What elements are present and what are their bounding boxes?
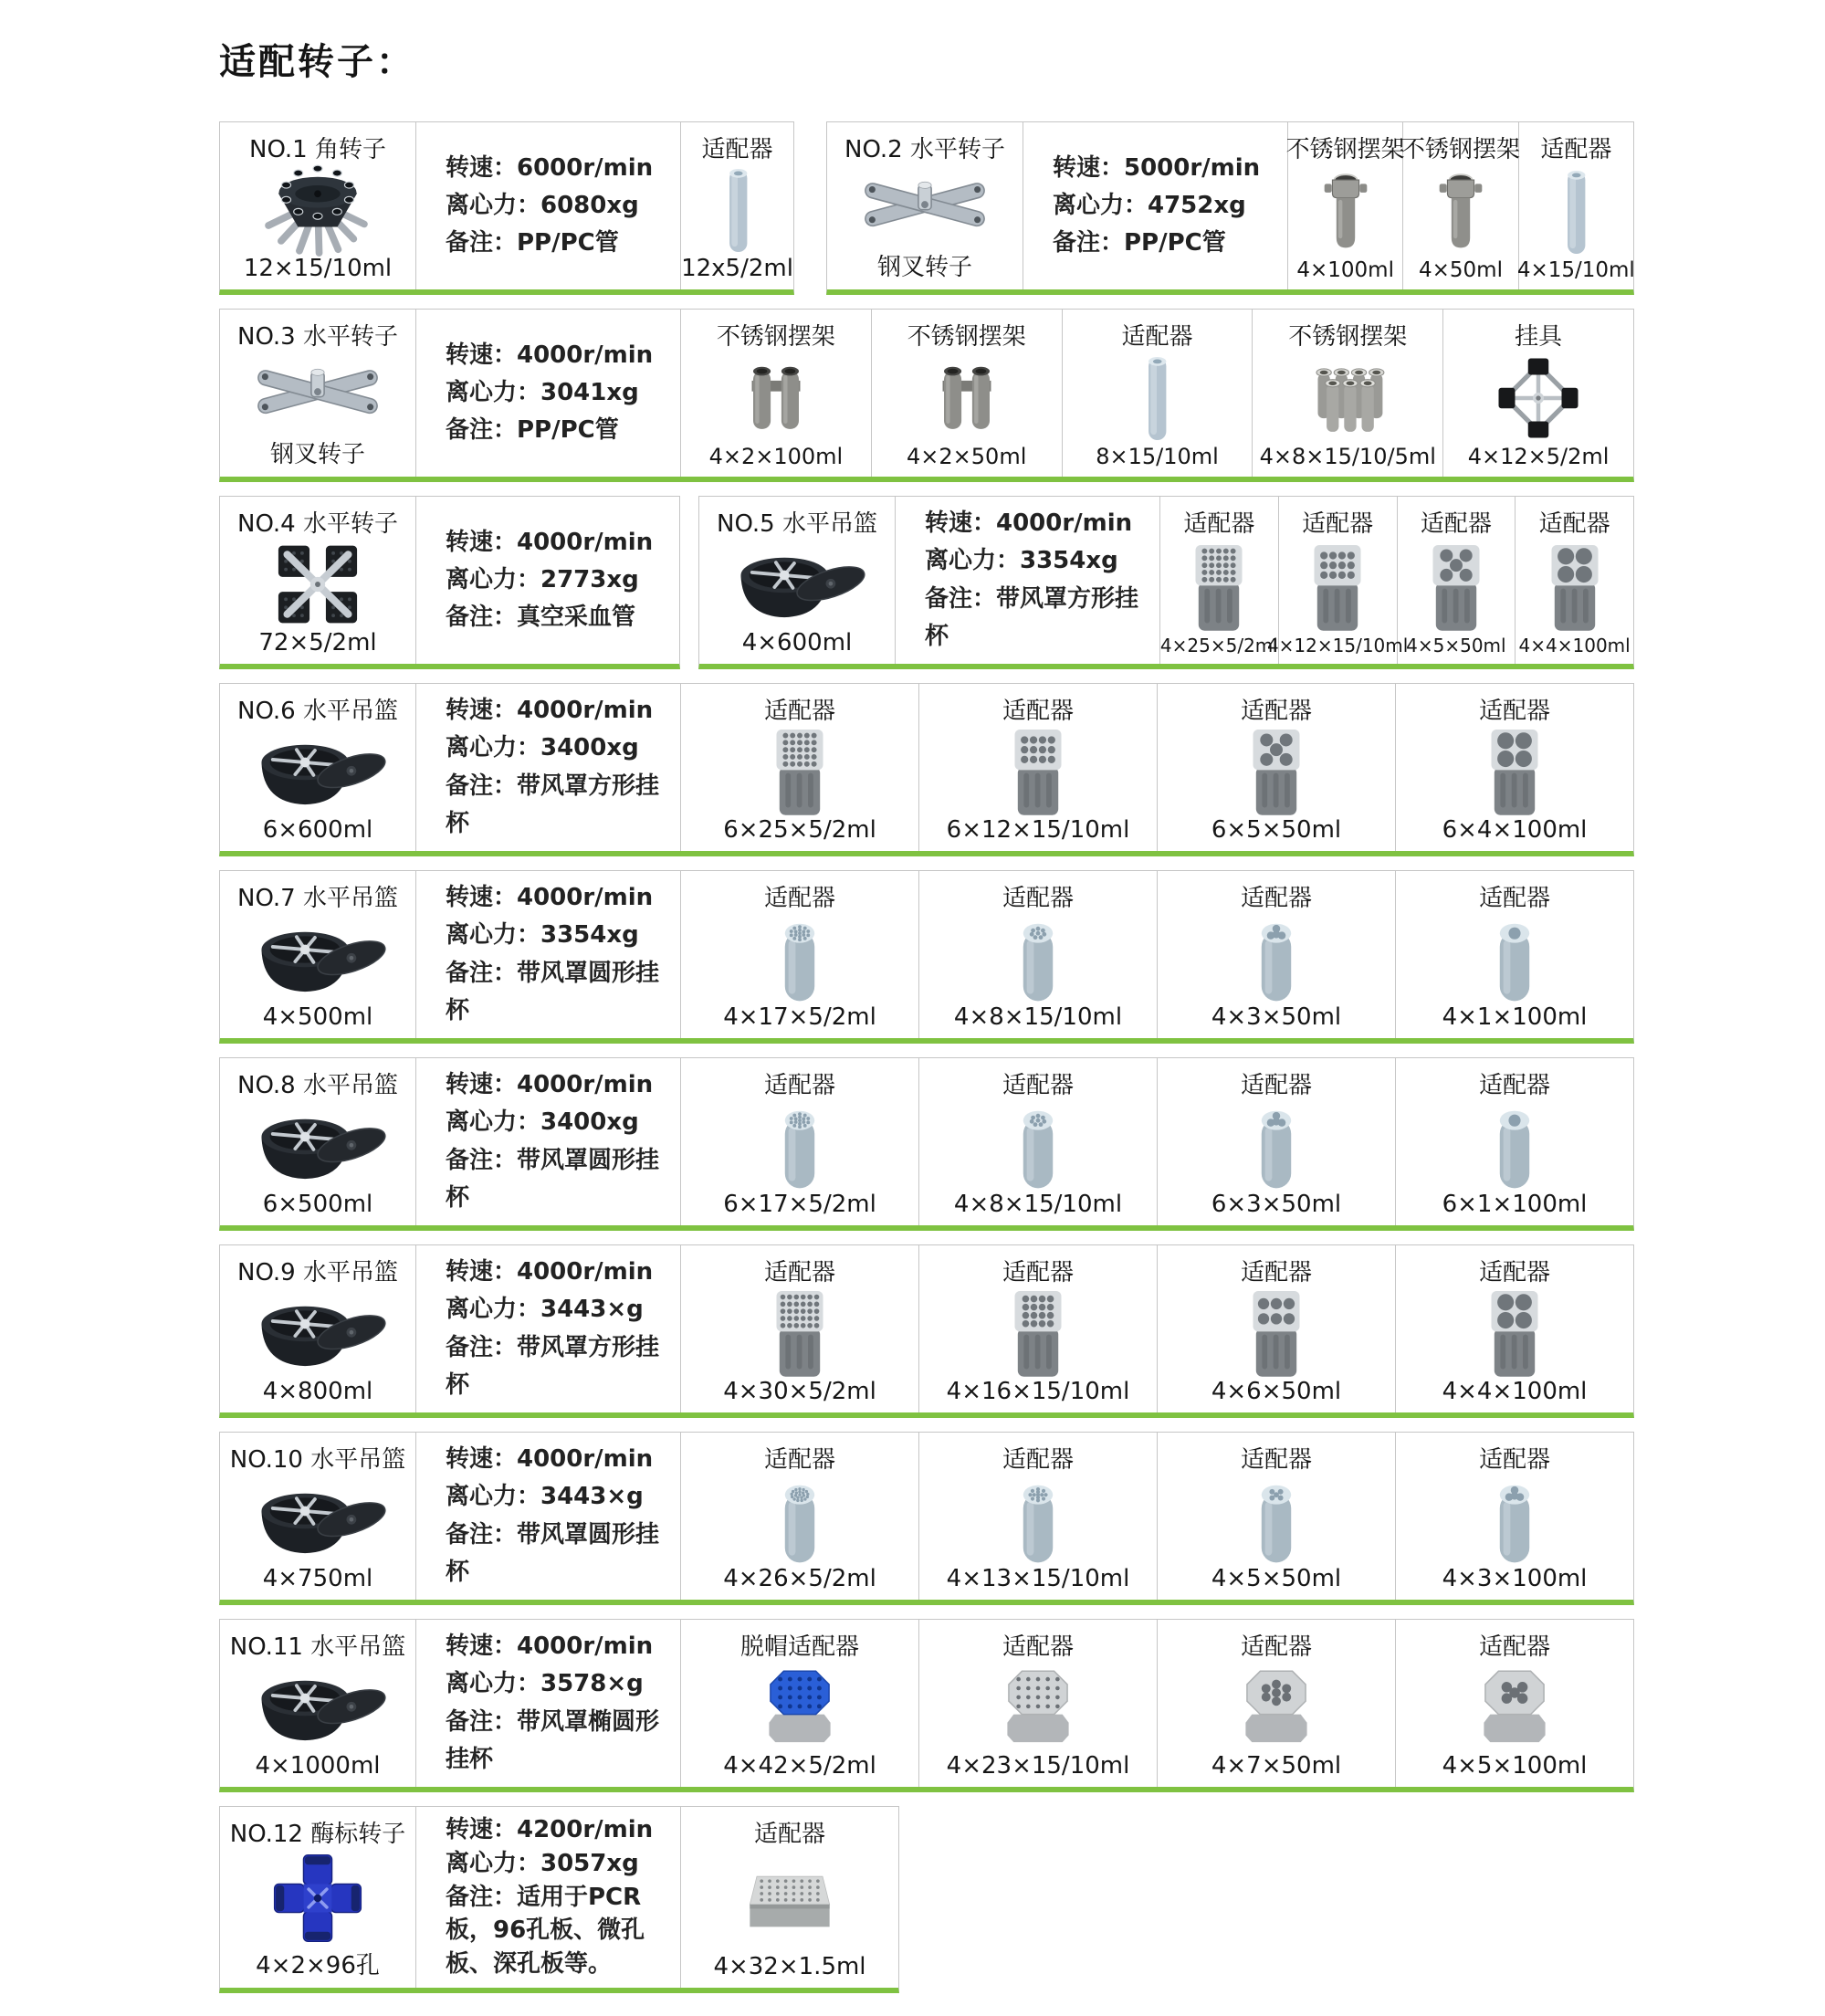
spec-line: 转速：4000r/min (446, 1633, 654, 1661)
adapter-caption: 6×25×5/2ml (723, 816, 876, 844)
spec-line: 离心力：3443×g (446, 1483, 644, 1511)
rotor-row (219, 496, 1680, 669)
cyl-3-adapter-icon (1158, 913, 1395, 1003)
tube-adapter-icon (681, 164, 793, 255)
bucket-rotor-icon (220, 1287, 415, 1378)
hex-5-adapter-icon (1396, 1662, 1633, 1752)
adapter-caption: 4×12×15/10ml (1266, 635, 1409, 656)
adapter-header: 适配器 (763, 885, 835, 912)
cyl-5-adapter-icon (1158, 1475, 1395, 1565)
hex-blue-adapter-icon (681, 1662, 918, 1752)
page (219, 33, 1680, 2007)
spec-line: 转速：5000r/min (1053, 153, 1261, 182)
block-4-adapter-icon (1396, 1287, 1633, 1378)
spec-line: 备注：带风罩方形挂杯 (925, 584, 1139, 650)
adapter-caption: 4×42×5/2ml (723, 1752, 876, 1780)
adapter-caption: 4×5×50ml (1406, 635, 1506, 656)
rotor-caption: 钢叉转子 (876, 254, 972, 281)
rotor-caption: 6×600ml (262, 816, 373, 844)
spec-line: 转速：4000r/min (446, 1445, 654, 1474)
adapter-caption: 4×100ml (1296, 258, 1394, 282)
adapter-caption: 6×17×5/2ml (723, 1191, 876, 1218)
adapter-header: 适配器 (1302, 510, 1374, 538)
adapter-cell (1516, 497, 1633, 664)
adapter-header: 适配器 (1538, 510, 1610, 538)
rotor-title: NO.1 角转子 (249, 136, 386, 163)
adapter-caption: 8×15/10ml (1096, 444, 1219, 469)
adapter-cell (681, 310, 872, 477)
rotor-cell (220, 122, 416, 289)
adapter-cell (1158, 871, 1396, 1038)
adapter-caption: 4×16×15/10ml (946, 1378, 1130, 1405)
adapter-header: 适配器 (1240, 1259, 1312, 1286)
cyl-17-adapter-icon (681, 913, 918, 1003)
spec-line: 备注：带风罩圆形挂杯 (446, 959, 660, 1024)
rotor-caption: 6×500ml (262, 1191, 373, 1218)
spec-line: 备注：带风罩椭圆形挂杯 (446, 1707, 660, 1773)
adapter-caption: 6×4×100ml (1442, 816, 1588, 844)
vacuum-rotor-icon (220, 539, 415, 629)
rotor-row (219, 1057, 1680, 1231)
steel-double-adapter-icon (872, 352, 1062, 444)
adapter-header: 适配器 (763, 1446, 835, 1474)
adapter-header: 适配器 (1183, 510, 1255, 538)
block-6-adapter-icon (1158, 1287, 1395, 1378)
adapter-cell (1158, 684, 1396, 851)
adapter-header: 适配器 (1240, 1072, 1312, 1099)
bucket-rotor-icon (220, 1100, 415, 1191)
rotor-row (219, 1619, 1680, 1792)
rotor-title: NO.11 水平吊篮 (229, 1633, 406, 1661)
rotor-caption: 4×800ml (262, 1378, 373, 1405)
rotor-cell (220, 1245, 416, 1412)
rotor-caption: 72×5/2ml (258, 629, 377, 656)
adapter-caption: 4×7×50ml (1211, 1752, 1342, 1780)
adapter-cell (919, 871, 1158, 1038)
rotor-block (219, 1806, 899, 1993)
block-5-adapter-icon (1158, 726, 1395, 816)
rotor-title: NO.8 水平吊篮 (237, 1072, 398, 1099)
adapter-cell (872, 310, 1063, 477)
rotor-title: NO.10 水平吊篮 (229, 1446, 406, 1474)
adapter-header: 适配器 (1420, 510, 1492, 538)
adapter-header: 适配器 (1240, 1633, 1312, 1661)
block-5-adapter-icon (1398, 539, 1516, 635)
adapter-header: 适配器 (1478, 1446, 1550, 1474)
specs-cell (416, 497, 681, 664)
spec-line: 转速：6000r/min (446, 153, 654, 182)
rotor-table (219, 121, 1680, 1993)
rotor-block (219, 1057, 1634, 1231)
specs-cell (416, 684, 681, 851)
adapter-cell (1443, 310, 1633, 477)
adapter-header: 适配器 (1540, 136, 1612, 163)
rotor-block (219, 870, 1634, 1044)
cyl-3-adapter-icon (1396, 1475, 1633, 1565)
spec-line: 离心力：3354xg (446, 921, 639, 950)
adapter-cell (1063, 310, 1253, 477)
rotor-block (219, 1432, 1634, 1605)
adapter-header: 不锈钢摆架 (1285, 136, 1405, 163)
spec-line: 备注：PP/PC管 (446, 416, 619, 445)
rotor-block (219, 121, 794, 295)
specs-cell (416, 122, 681, 289)
rotor-title: NO.7 水平吊篮 (237, 885, 398, 912)
block-12-adapter-icon (919, 726, 1157, 816)
adapter-cell (1396, 684, 1633, 851)
rotor-caption: 12×15/10ml (243, 255, 393, 282)
adapter-caption: 6×3×50ml (1211, 1191, 1342, 1218)
adapter-header: 不锈钢摆架 (907, 323, 1026, 351)
rotor-cell (827, 122, 1023, 289)
block-16-adapter-icon (919, 1287, 1157, 1378)
adapter-header: 挂具 (1515, 323, 1563, 351)
cyl-1-adapter-icon (1396, 1100, 1633, 1191)
adapter-header: 适配器 (763, 698, 835, 725)
adapter-cell (1266, 497, 1409, 664)
adapter-header: 不锈钢摆架 (716, 323, 835, 351)
adapter-header: 适配器 (1478, 698, 1550, 725)
adapter-caption: 4×12×5/2ml (1467, 444, 1610, 469)
specs-cell (1023, 122, 1288, 289)
adapter-header: 适配器 (1240, 885, 1312, 912)
rotor-row (219, 1432, 1680, 1605)
steel-swing-rotor-icon (220, 352, 415, 436)
adapter-header: 适配器 (1478, 885, 1550, 912)
adapter-caption: 6×12×15/10ml (946, 816, 1130, 844)
adapter-caption: 4×13×15/10ml (946, 1565, 1130, 1592)
bucket-rotor-icon (220, 1475, 415, 1565)
rotor-block (826, 121, 1634, 295)
spec-line: 离心力：6080xg (446, 191, 639, 219)
spec-line: 离心力：4752xg (1053, 191, 1246, 219)
angle-rotor-icon (220, 164, 415, 255)
rotor-cell (220, 1058, 416, 1225)
spec-line: 转速：4200r/min (446, 1815, 654, 1843)
adapter-header: 适配器 (1002, 885, 1074, 912)
spec-line: 离心力：3443×g (446, 1296, 644, 1324)
tube-adapter-icon (1519, 164, 1633, 258)
rotor-block (219, 309, 1634, 482)
adapter-header: 脱帽适配器 (739, 1633, 859, 1661)
adapter-cell (1253, 310, 1443, 477)
rotor-title: NO.12 酶标转子 (229, 1821, 406, 1848)
spec-line: 备注：PP/PC管 (1053, 229, 1226, 257)
adapter-caption: 4×4×100ml (1442, 1378, 1588, 1405)
rotor-cell (220, 1433, 416, 1600)
adapter-cell (681, 1620, 919, 1787)
adapter-header: 适配器 (701, 136, 773, 163)
steel-swing-rotor-icon (827, 164, 1023, 248)
spec-line: 备注：带风罩方形挂杯 (446, 772, 660, 837)
adapter-caption: 12x5/2ml (681, 255, 793, 282)
spec-line: 备注：带风罩圆形挂杯 (446, 1520, 660, 1586)
adapter-cell (681, 1433, 919, 1600)
rotor-caption: 4×2×96孔 (256, 1952, 380, 1979)
rotor-caption: 4×500ml (262, 1003, 373, 1031)
spec-line: 备注：带风罩方形挂杯 (446, 1333, 660, 1399)
block-25-adapter-icon (1160, 539, 1278, 635)
adapter-cell (1516, 122, 1635, 289)
adapter-cell (681, 1058, 919, 1225)
adapter-caption: 6×1×100ml (1442, 1191, 1588, 1218)
rotor-cell (220, 684, 416, 851)
specs-cell (416, 1058, 681, 1225)
rotor-row (219, 870, 1680, 1044)
rotor-block (219, 496, 680, 669)
adapter-cell (1400, 122, 1520, 289)
tube-adapter-icon (1063, 352, 1253, 444)
specs-cell (416, 1433, 681, 1600)
rotor-block (219, 683, 1634, 856)
adapter-header: 适配器 (1002, 1072, 1074, 1099)
rotor-block (219, 1244, 1634, 1418)
specs-cell (416, 871, 681, 1038)
spec-line: 离心力：3354xg (925, 547, 1118, 575)
hanger-adapter-icon (1443, 352, 1633, 444)
cyl-1-adapter-icon (1396, 913, 1633, 1003)
adapter-caption: 4×23×15/10ml (946, 1752, 1130, 1780)
bucket-rotor-icon (220, 913, 415, 1003)
rotor-cell (699, 497, 896, 664)
adapter-cell (1158, 1433, 1396, 1600)
page-title: 适配转子： (219, 41, 415, 83)
adapter-cell (919, 1433, 1158, 1600)
specs-cell (416, 1245, 681, 1412)
adapter-cell (681, 1245, 919, 1412)
block-4-adapter-icon (1516, 539, 1633, 635)
steel-bucket-adapter-icon (1403, 164, 1517, 258)
adapter-header: 适配器 (763, 1072, 835, 1099)
spec-line: 离心力：3578×g (446, 1670, 644, 1698)
spec-line: 转速：4000r/min (925, 509, 1133, 538)
bucket-rotor-icon (699, 539, 895, 629)
adapter-cell (919, 1620, 1158, 1787)
adapter-header: 适配器 (1002, 1446, 1074, 1474)
adapter-header: 适配器 (1478, 1633, 1550, 1661)
spec-line: 离心力：3041xg (446, 378, 639, 406)
adapter-cell (1396, 1245, 1633, 1412)
adapter-caption: 4×1×100ml (1442, 1003, 1588, 1031)
cyl-8-adapter-icon (919, 1100, 1157, 1191)
rotor-row (219, 309, 1680, 482)
adapter-caption: 4×26×5/2ml (723, 1565, 876, 1592)
plate-32-adapter-icon (681, 1849, 898, 1953)
adapter-caption: 4×17×5/2ml (723, 1003, 876, 1031)
rotor-block (219, 1619, 1634, 1792)
steel-bucket-adapter-icon (1288, 164, 1402, 258)
cyl-13-adapter-icon (919, 1475, 1157, 1565)
cyl-17-adapter-icon (681, 1100, 918, 1191)
adapter-cell (919, 1058, 1158, 1225)
adapter-caption: 4×25×5/2ml (1159, 635, 1278, 656)
adapter-header: 适配器 (1240, 698, 1312, 725)
adapter-header: 适配器 (1478, 1259, 1550, 1286)
adapter-header: 不锈钢摆架 (1400, 136, 1520, 163)
rotor-cell (220, 310, 416, 477)
spec-line: 备注：PP/PC管 (446, 229, 619, 257)
rotor-title: NO.2 水平转子 (844, 136, 1005, 163)
adapter-cell (681, 871, 919, 1038)
adapter-header: 适配器 (1121, 323, 1193, 351)
adapter-cell (1160, 497, 1279, 664)
block-25-adapter-icon (681, 726, 918, 816)
spec-line: 备注：真空采血管 (446, 604, 636, 632)
adapter-cell (1396, 871, 1633, 1038)
adapter-caption: 4×32×1.5ml (713, 1953, 866, 1980)
adapter-caption: 4×2×50ml (907, 444, 1027, 469)
adapter-cell (1398, 497, 1516, 664)
spec-line: 备注：适用于PCR板，96孔板、微孔板、深孔板等。 (446, 1883, 645, 1979)
spec-line: 离心力：2773xg (446, 565, 639, 593)
cyl-3-adapter-icon (1158, 1100, 1395, 1191)
adapter-header: 适配器 (753, 1821, 825, 1848)
rotor-caption: 4×1000ml (255, 1752, 381, 1780)
adapter-caption: 4×5×100ml (1442, 1752, 1588, 1780)
hex-7-adapter-icon (1158, 1662, 1395, 1752)
adapter-caption: 4×30×5/2ml (723, 1378, 876, 1405)
block-12-adapter-icon (1279, 539, 1397, 635)
steel-double-adapter-icon (681, 352, 871, 444)
specs-cell (416, 1807, 681, 1988)
adapter-caption: 4×4×100ml (1518, 635, 1631, 656)
rotor-title: NO.9 水平吊篮 (237, 1259, 398, 1286)
adapter-caption: 4×15/10ml (1516, 258, 1635, 282)
adapter-caption: 4×3×50ml (1211, 1003, 1342, 1031)
adapter-cell (681, 684, 919, 851)
hex-23-adapter-icon (919, 1662, 1157, 1752)
rotor-caption: 4×750ml (262, 1565, 373, 1592)
specs-cell (896, 497, 1160, 664)
adapter-cell (1285, 122, 1405, 289)
spec-line: 转速：4000r/min (446, 697, 654, 725)
rotor-row (219, 1244, 1680, 1418)
specs-cell (416, 310, 681, 477)
adapter-caption: 4×6×50ml (1211, 1378, 1342, 1405)
spec-line: 离心力：3400xg (446, 734, 639, 762)
bucket-rotor-icon (220, 1662, 415, 1752)
specs-cell (416, 1620, 681, 1787)
adapter-cell (919, 684, 1158, 851)
spec-line: 转速：4000r/min (446, 1258, 654, 1286)
adapter-caption: 4×3×100ml (1442, 1565, 1588, 1592)
cyl-8-adapter-icon (919, 913, 1157, 1003)
adapter-header: 适配器 (1002, 1259, 1074, 1286)
adapter-header: 适配器 (763, 1259, 835, 1286)
rotor-caption: 钢叉转子 (269, 441, 365, 468)
rotor-cell (220, 497, 416, 664)
rotor-title: NO.4 水平转子 (237, 510, 398, 538)
rotor-cell (220, 1620, 416, 1787)
rotor-cell (220, 871, 416, 1038)
spec-line: 离心力：3400xg (446, 1108, 639, 1137)
adapter-cell (1396, 1433, 1633, 1600)
adapter-cell (1396, 1058, 1633, 1225)
cyl-26-adapter-icon (681, 1475, 918, 1565)
rotor-title: NO.3 水平转子 (237, 323, 398, 351)
adapter-cell (1158, 1058, 1396, 1225)
spec-line: 转速：4000r/min (446, 1071, 654, 1099)
adapter-cell (1158, 1620, 1396, 1787)
spec-line: 转速：4000r/min (446, 884, 654, 912)
block-30-adapter-icon (681, 1287, 918, 1378)
adapter-cell (1158, 1245, 1396, 1412)
rotor-row (219, 683, 1680, 856)
adapter-cell (681, 1807, 898, 1988)
adapter-caption: 4×50ml (1419, 258, 1503, 282)
steel-multi-adapter-icon (1253, 352, 1442, 444)
rotor-row (219, 121, 1680, 295)
adapter-cell (1396, 1620, 1633, 1787)
spec-line: 备注：带风罩圆形挂杯 (446, 1146, 660, 1212)
bucket-rotor-icon (220, 726, 415, 816)
adapter-caption: 4×8×15/10ml (953, 1003, 1123, 1031)
rotor-block (698, 496, 1634, 669)
rotor-title: NO.5 水平吊篮 (717, 510, 877, 538)
adapter-caption: 4×8×15/10ml (953, 1191, 1123, 1218)
rotor-row (219, 1806, 1680, 1993)
adapter-caption: 4×8×15/10/5ml (1259, 444, 1436, 469)
adapter-header: 适配器 (1002, 698, 1074, 725)
spec-line: 离心力：3057xg (446, 1849, 639, 1877)
block-4-adapter-icon (1396, 726, 1633, 816)
adapter-header: 适配器 (1478, 1072, 1550, 1099)
adapter-cell (681, 122, 793, 289)
adapter-header: 适配器 (1240, 1446, 1312, 1474)
adapter-caption: 6×5×50ml (1211, 816, 1342, 844)
adapter-header: 适配器 (1002, 1633, 1074, 1661)
adapter-cell (919, 1245, 1158, 1412)
adapter-caption: 4×5×50ml (1211, 1565, 1342, 1592)
spec-line: 转速：4000r/min (446, 341, 654, 369)
rotor-caption: 4×600ml (741, 629, 853, 656)
rotor-title: NO.6 水平吊篮 (237, 698, 398, 725)
adapter-header: 不锈钢摆架 (1288, 323, 1408, 351)
spec-line: 转速：4000r/min (446, 528, 654, 556)
plate-rotor-icon (220, 1849, 415, 1947)
adapter-caption: 4×2×100ml (708, 444, 844, 469)
rotor-cell (220, 1807, 416, 1988)
